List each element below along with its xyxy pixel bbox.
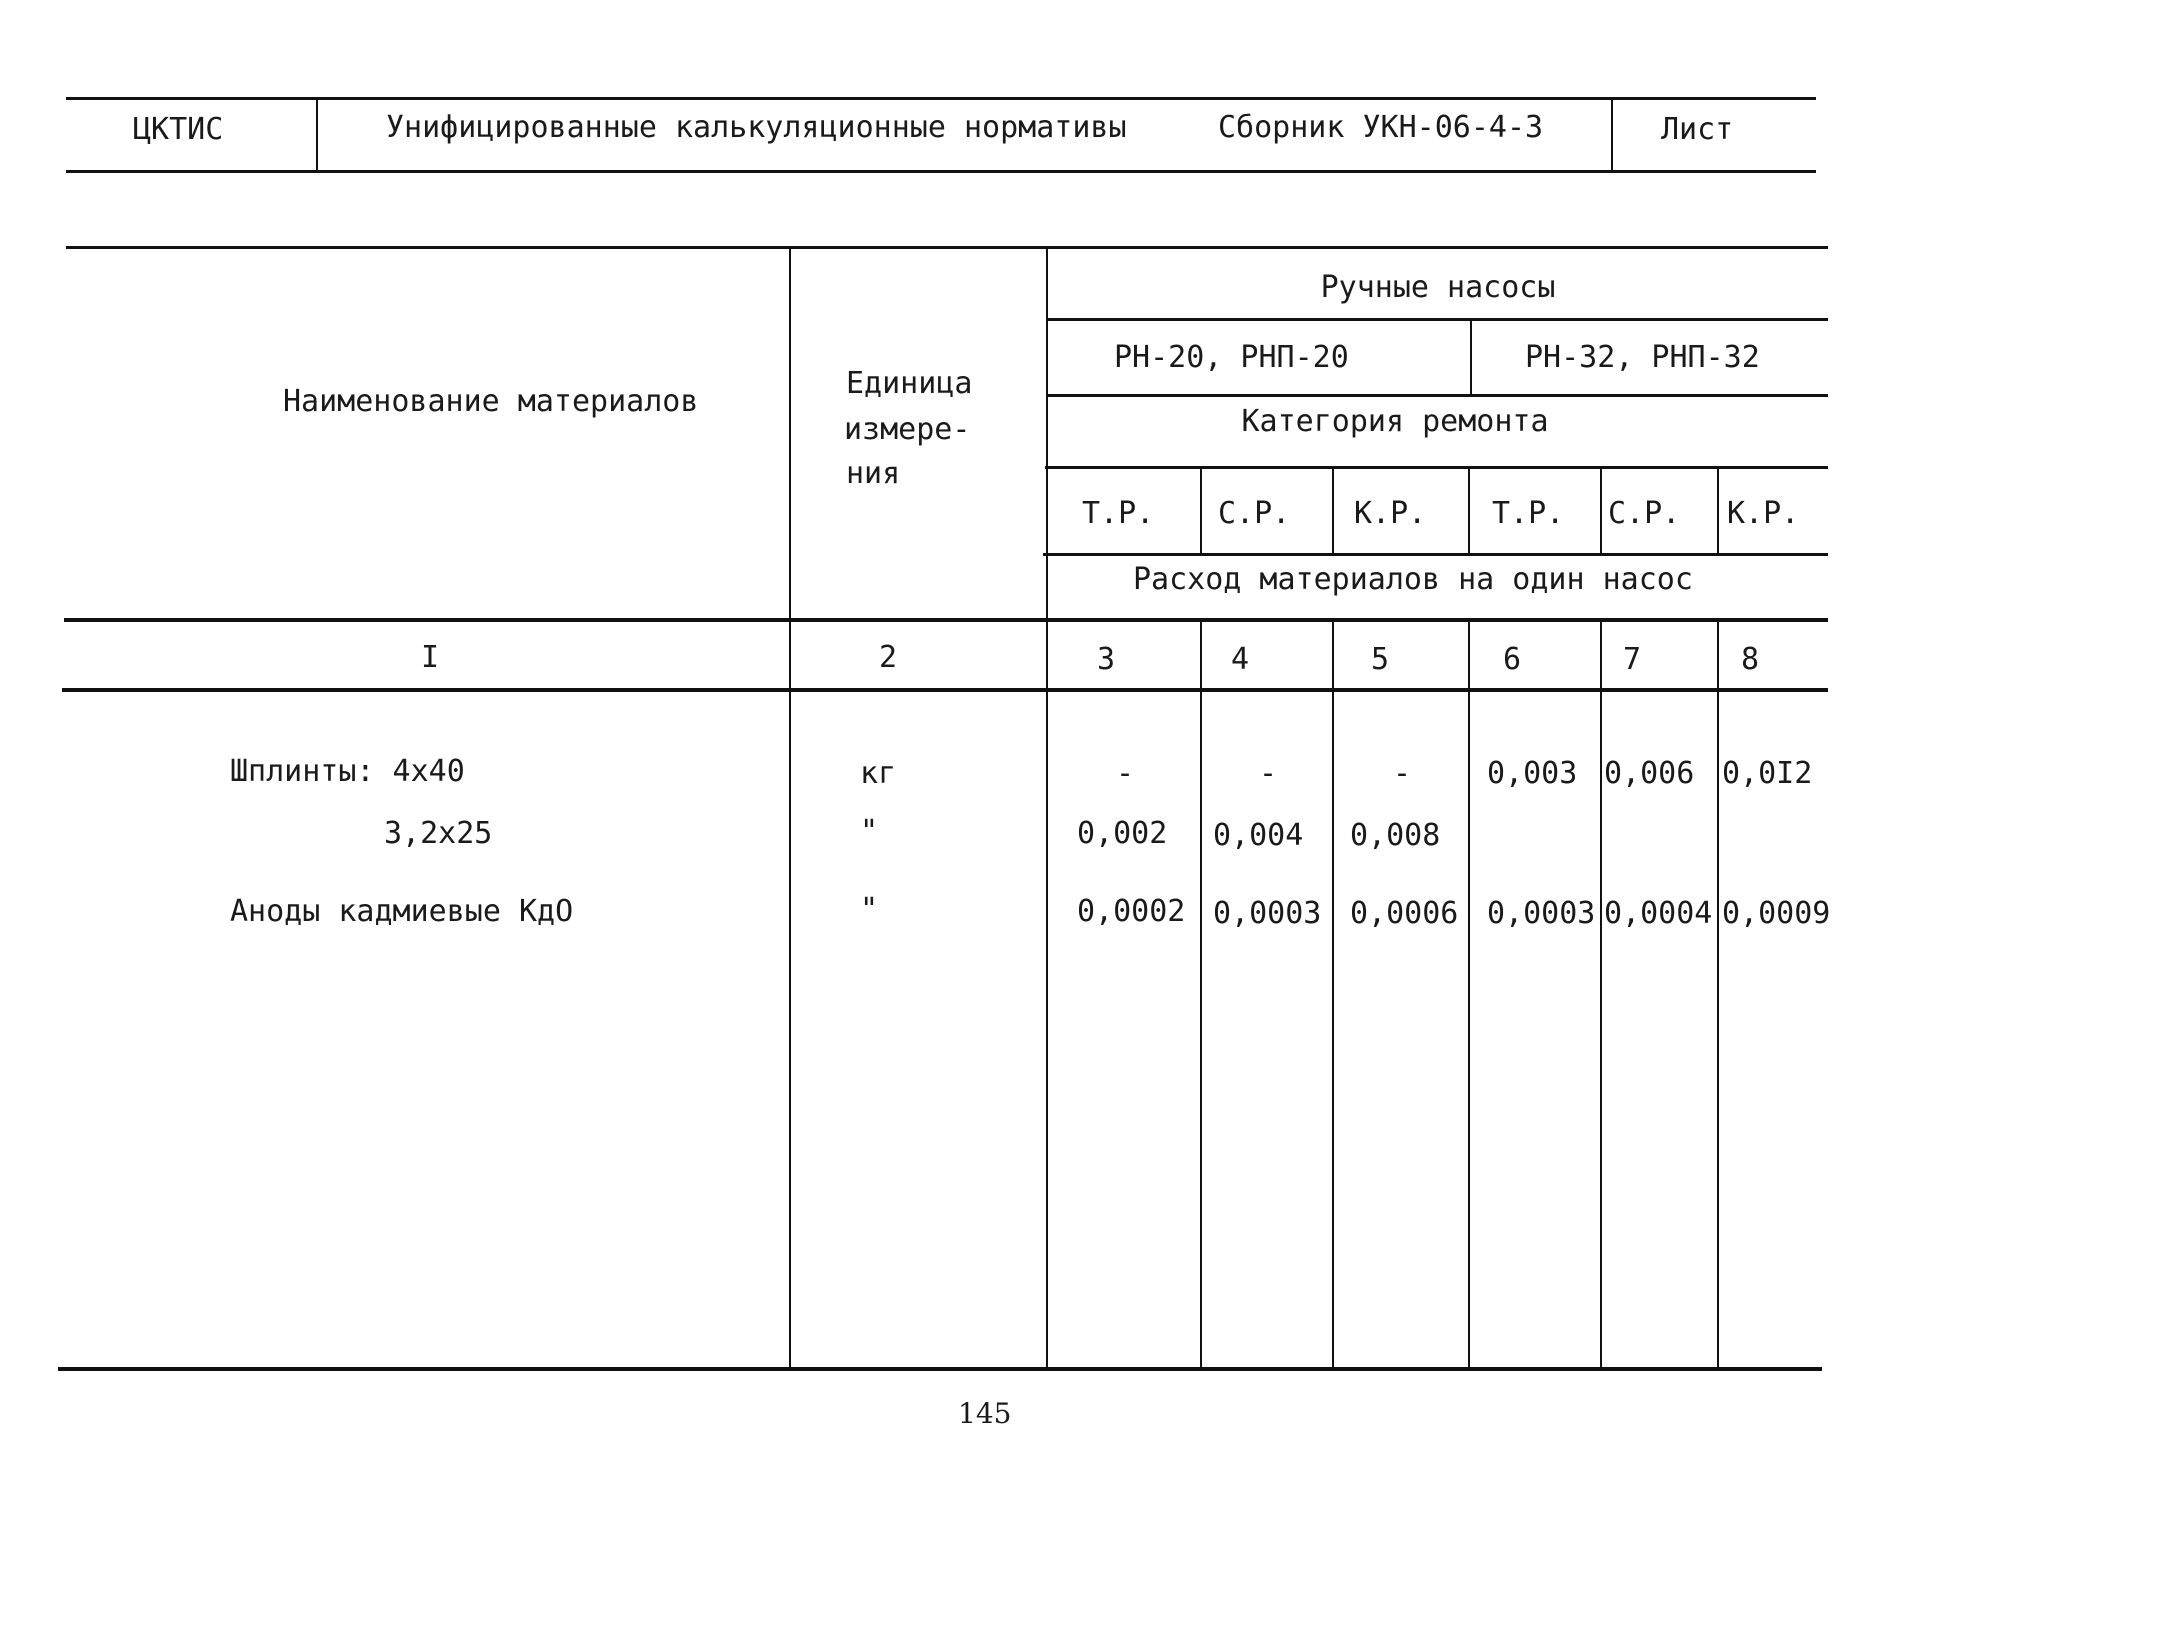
value-col-divider [1200, 618, 1202, 1367]
header-org: ЦКТИС [133, 112, 224, 147]
header-collection: Сборник УКН-06-4-3 [1218, 110, 1544, 145]
value-col-divider [1332, 618, 1334, 1367]
value-col-divider [1200, 466, 1202, 553]
rule-repair-types [1043, 553, 1828, 556]
value-cell: 0,0003 [1213, 896, 1322, 931]
head-unit-line: измере- [844, 412, 971, 447]
rule-group [1048, 318, 1828, 321]
header-top-rule [66, 97, 1816, 100]
value-cell: 0,0004 [1604, 896, 1713, 931]
head-repair-type: Т.Р. [1492, 496, 1565, 531]
value-cell: - [1392, 756, 1412, 791]
col-divider-name-unit [789, 246, 791, 1367]
page-number: 145 [958, 1397, 1012, 1430]
rule-head-bottom [64, 618, 1828, 622]
value-cell: 0,003 [1487, 756, 1578, 791]
header-divider [1611, 97, 1613, 170]
value-col-divider [1600, 618, 1602, 1367]
value-col-divider [1717, 466, 1719, 553]
subgroup-divider [1470, 318, 1472, 394]
header-bottom-rule [66, 170, 1816, 173]
value-cell: 0,004 [1213, 818, 1304, 853]
value-cell: 0,0I2 [1722, 756, 1813, 791]
table-top-rule [66, 246, 1828, 249]
head-consumption: Расход материалов на один насос [1133, 562, 1693, 597]
value-cell: - [1115, 756, 1135, 791]
value-cell: 0,0002 [1077, 894, 1186, 929]
rule-category [1045, 466, 1828, 469]
header-sheet: Лист [1661, 112, 1734, 147]
head-repair-type: С.Р. [1608, 496, 1681, 531]
head-group: Ручные насосы [1320, 270, 1556, 305]
head-subgroup-1: РН-20, РНП-20 [1114, 340, 1349, 375]
material-name: Аноды кадмиевые КдО [230, 894, 574, 929]
header-divider [316, 97, 318, 170]
head-name-column: Наименование материалов [283, 384, 699, 419]
head-repair-type: К.Р. [1354, 496, 1427, 531]
head-repair-type: С.Р. [1218, 496, 1291, 531]
col-number: 7 [1622, 642, 1642, 677]
material-name: 3,2х25 [384, 816, 493, 851]
value-col-divider [1600, 466, 1602, 553]
value-cell: 0,0009 [1722, 896, 1831, 931]
value-cell: 0,006 [1604, 756, 1695, 791]
col-number: 6 [1502, 642, 1522, 677]
rule-col-numbers [62, 688, 1828, 692]
head-unit-line: Единица [846, 366, 973, 401]
material-name: Шплинты: 4х40 [230, 754, 465, 789]
value-cell: - [1258, 756, 1278, 791]
material-unit: кг [860, 756, 897, 791]
head-subgroup-2: РН-32, РНП-32 [1525, 340, 1760, 375]
col-number: 2 [878, 640, 898, 675]
material-unit: " [860, 814, 879, 849]
head-repair-type: К.Р. [1727, 496, 1800, 531]
head-repair-type: Т.Р. [1082, 496, 1155, 531]
value-col-divider [1717, 618, 1719, 1367]
rule-subgroup [1048, 394, 1828, 397]
value-cell: 0,0006 [1350, 896, 1459, 931]
table-bottom-rule [58, 1367, 1822, 1371]
col-number: I [420, 640, 440, 675]
value-cell: 0,0003 [1487, 896, 1596, 931]
value-cell: 0,008 [1350, 818, 1441, 853]
value-col-divider [1468, 466, 1470, 553]
value-col-divider [1468, 618, 1470, 1367]
value-cell: 0,002 [1077, 816, 1168, 851]
header-title: Унифицированные калькуляционные нормативы [386, 110, 1127, 145]
head-unit-line: ния [846, 456, 901, 491]
head-category: Категория ремонта [1241, 404, 1549, 439]
material-unit: " [860, 892, 879, 927]
col-number: 8 [1740, 642, 1760, 677]
col-number: 5 [1370, 642, 1390, 677]
col-number: 4 [1230, 642, 1250, 677]
value-col-divider [1332, 466, 1334, 553]
col-number: 3 [1096, 642, 1116, 677]
